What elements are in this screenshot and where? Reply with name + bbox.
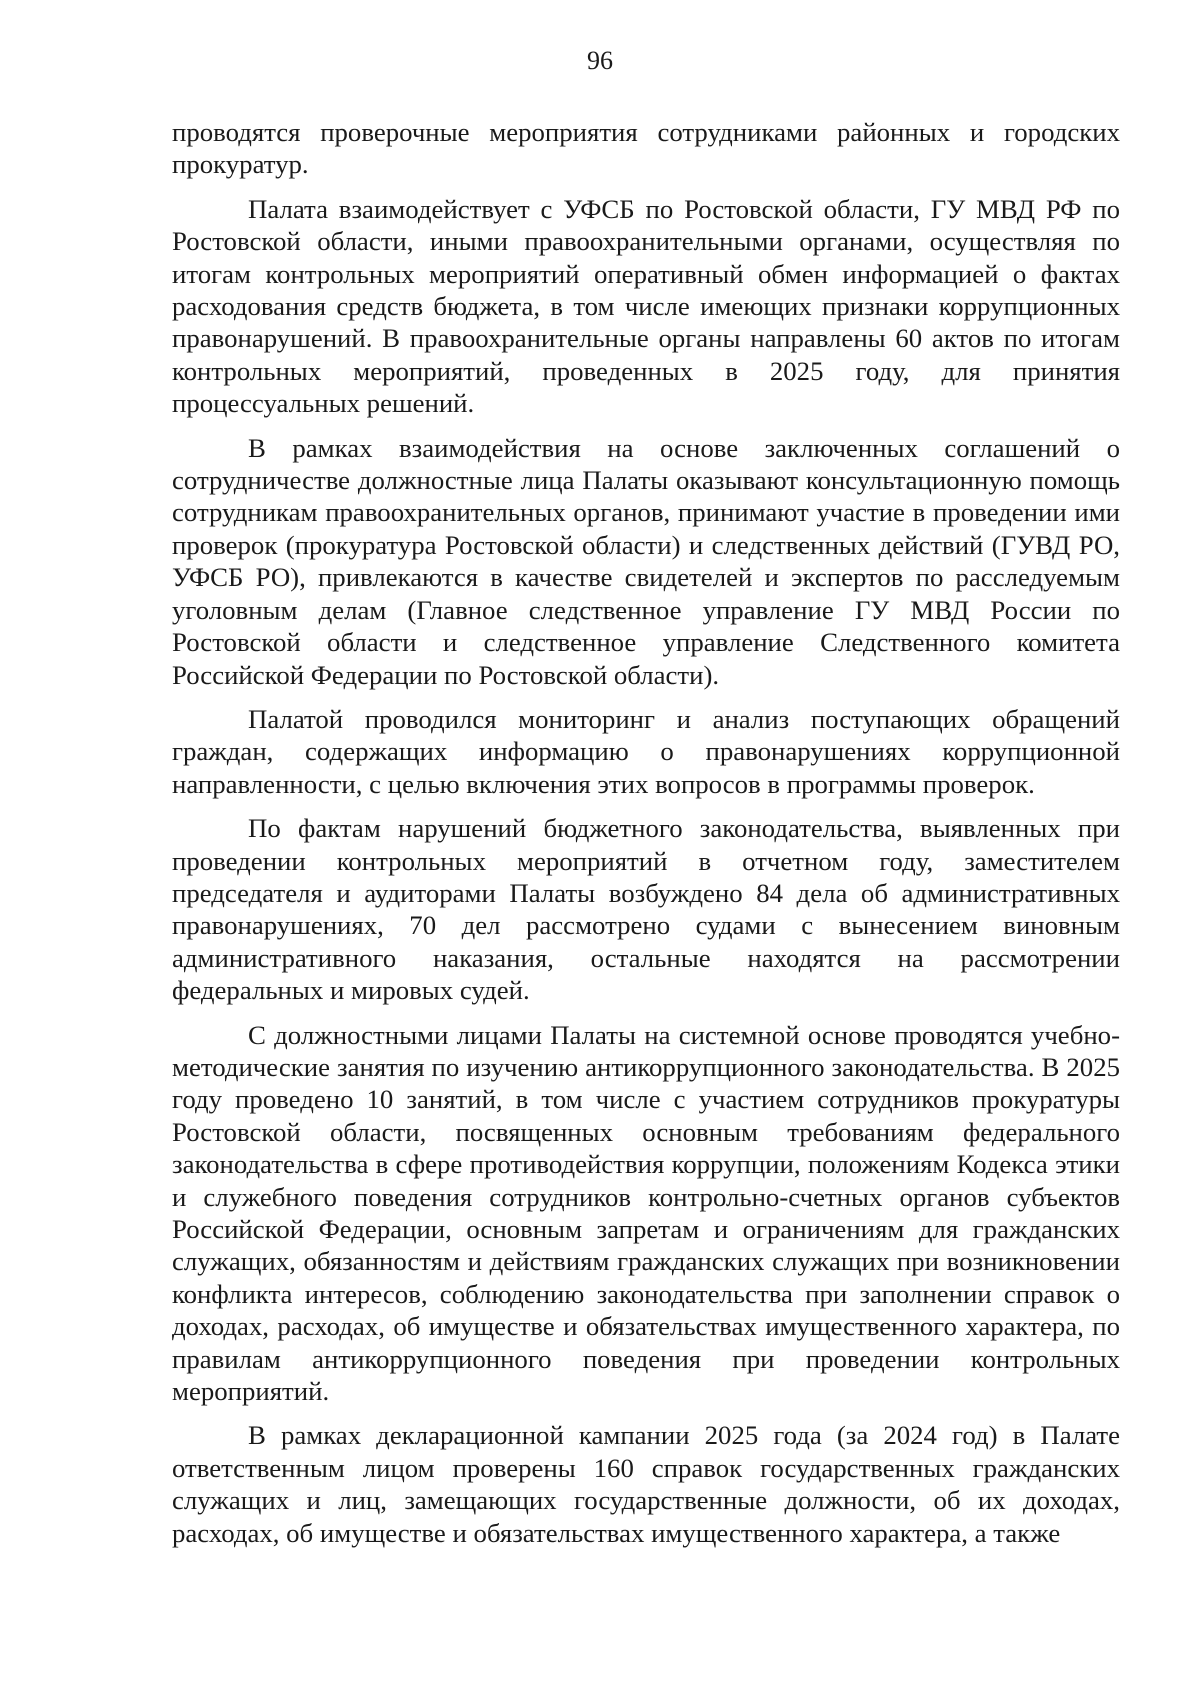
paragraph-3: В рамках взаимодействия на основе заключенных соглашений о сотрудничестве должностные лица Палаты оказывают консультационную помощь сотрудникам правоохранительных органов, принимают участие в проведении ими проверок (прокуратура Ростовской области) и следственных действий (ГУВД РО, УФСБ РО), привлекаются в качестве свидетелей и экспертов по расследуемым уголовным делам (Главное следственное управление ГУ МВД России по Ростовской области и следственное управление Следственного комитета Российской Федерации по Ростовской области). xyxy=(172,432,1120,690)
document-body xyxy=(172,116,1120,1561)
paragraph-5: По фактам нарушений бюджетного законодательства, выявленных при проведении контрольных мероприятий в отчетном году, заместителем председателя и аудиторами Палаты возбуждено 84 дела об административных правонарушениях, 70 дел рассмотрено судами с вынесением виновным административного наказания, остальные находятся на рассмотрении федеральных и мировых судей. xyxy=(172,813,1120,1006)
page-number: 96 xyxy=(587,46,613,75)
paragraph-6: С должностными лицами Палаты на системной основе проводятся учебно-методические занятия по изучению антикоррупционного законодательства. В 2025 году проведено 10 занятий, в том числе с участием сотрудников прокуратуры Ростовской области, посвященных основным требованиям федерального законодательства в сфере противодействия коррупции, положениям Кодекса этики и служебного поведения сотрудников контрольно-счетных органов субъектов Российской Федерации, основным запретам и ограничениям для гражданских служащих, обязанностям и действиям гражданских служащих при возникновении конфликта интересов, соблюдению законодательства при заполнении справок о доходах, расходах, об имуществе и обязательствах имущественного характера, по правилам антикоррупционного поведения при проведении контрольных мероприятий. xyxy=(172,1019,1120,1407)
paragraph-2: Палата взаимодействует с УФСБ по Ростовской области, ГУ МВД РФ по Ростовской области, иными правоохранительными органами, осуществляя по итогам контрольных мероприятий оперативный обмен информацией о фактах расходования средств бюджета, в том числе имеющих признаки коррупционных правонарушений. В правоохранительные органы направлены 60 актов по итогам контрольных мероприятий, проведенных в 2025 году, для принятия процессуальных решений. xyxy=(172,193,1120,419)
paragraph-7: В рамках декларационной кампании 2025 года (за 2024 год) в Палате ответственным лицом проверены 160 справок государственных гражданских служащих и лиц, замещающих государственные должности, об их доходах, расходах, об имуществе и обязательствах имущественного характера, а также xyxy=(172,1420,1120,1548)
paragraph-1: проводятся проверочные мероприятия сотрудниками районных и городских прокуратур. xyxy=(172,117,1120,180)
paragraph-4: Палатой проводился мониторинг и анализ поступающих обращений граждан, содержащих информацию о правонарушениях коррупционной направленности, с целью включения этих вопросов в программы проверок. xyxy=(172,703,1120,799)
